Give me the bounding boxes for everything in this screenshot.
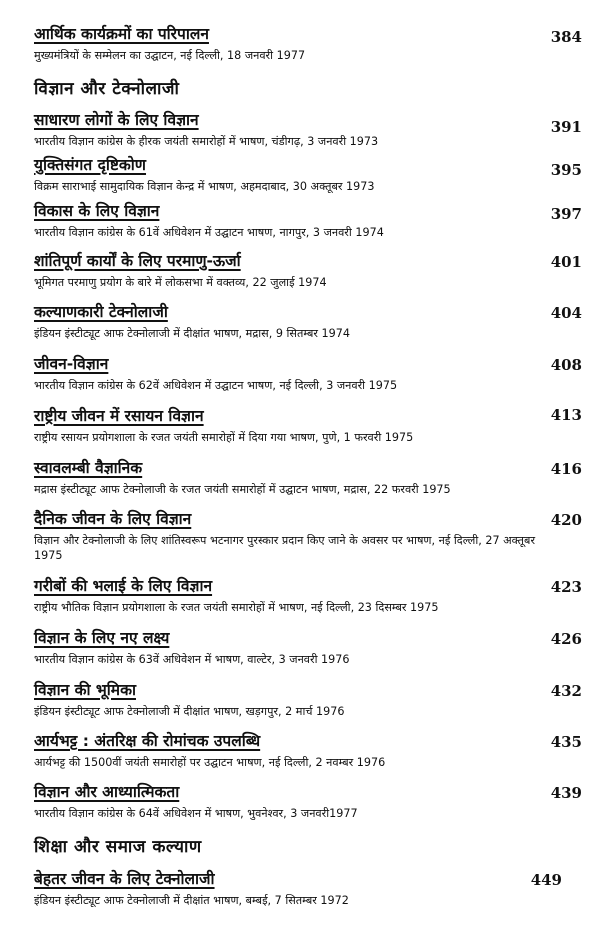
entry-description: विक्रम साराभाई सामुदायिक विज्ञान केन्द्र में भाषण, अहमदाबाद, 30 अक्तूबर 1973 <box>34 180 375 193</box>
entry-description: मद्रास इंस्टीट्यूट आफ टेक्नोलाजी के रजत जयंती समारोहों में उद्घाटन भाषण, मद्रास, 22 फरवरी 1975 <box>34 483 451 496</box>
toc-entry <box>34 24 582 63</box>
entry-title: विकास के लिए विज्ञान <box>34 202 160 220</box>
entry-description: इंडियन इंस्टीट्यूट आफ टेक्नोलाजी में दीक्षांत भाषण, बम्बई, 7 सितम्बर 1972 <box>34 894 349 907</box>
entry-description: भारतीय विज्ञान कांग्रेस के 62वें अधिवेशन में उद्घाटन भाषण, नई दिल्ली, 3 जनवरी 1975 <box>34 379 398 392</box>
entry-description: भारतीय विज्ञान कांग्रेस के 63वें अधिवेशन में भाषण, वाल्टेर, 3 जनवरी 1976 <box>34 653 350 666</box>
page-number: 408 <box>550 356 582 374</box>
entry-description: मुख्यमंत्रियों के सम्मेलन का उद्घाटन, नई दिल्ली, 18 जनवरी 1977 <box>34 49 306 62</box>
entry-description: आर्यभट्ट की 1500वीं जयंती समारोहों पर उद्घाटन भाषण, नई दिल्ली, 2 नवम्बर 1976 <box>34 756 386 769</box>
entry-title: साधारण लोगों के लिए विज्ञान <box>34 111 199 129</box>
entry-title: कल्याणकारी टेक्नोलाजी <box>34 303 168 321</box>
page-number: 404 <box>550 304 582 322</box>
entry-title: शांतिपूर्ण कार्यों के लिए परमाणु-ऊर्जा <box>34 252 241 270</box>
entry-title: राष्ट्रीय जीवन में रसायन विज्ञान <box>34 407 204 425</box>
entry-description: इंडियन इंस्टीट्यूट आफ टेक्नोलाजी में दीक्षांत भाषण, मद्रास, 9 सितम्बर 1974 <box>34 327 350 340</box>
page-number: 395 <box>550 161 582 179</box>
entry-title: आर्यभट्ट : अंतरिक्ष की रोमांचक उपलब्धि <box>34 732 261 750</box>
toc-entry <box>34 869 582 908</box>
page-number: 401 <box>550 253 582 271</box>
page-number: 432 <box>550 682 582 700</box>
page-number: 423 <box>550 578 582 596</box>
toc-entry <box>34 576 582 615</box>
toc-entry <box>34 782 582 821</box>
entry-description: भारतीय विज्ञान कांग्रेस के हीरक जयंती समारोहों में भाषण, चंडीगढ़, 3 जनवरी 1973 <box>34 135 379 148</box>
entry-description: भारतीय विज्ञान कांग्रेस के 61वें अधिवेशन में उद्घाटन भाषण, नागपुर, 3 जनवरी 1974 <box>34 226 384 239</box>
toc-entry <box>34 201 582 240</box>
toc-entry <box>34 302 582 341</box>
entry-title: बेहतर जीवन के लिए टेक्नोलाजी <box>34 870 215 888</box>
toc-entry <box>34 731 582 770</box>
entry-title: गरीबों की भलाई के लिए विज्ञान <box>34 577 213 595</box>
entry-description: भूमिगत परमाणु प्रयोग के बारे में लोकसभा में वक्तव्य, 22 जुलाई 1974 <box>34 276 327 289</box>
entry-description: राष्ट्रीय रसायन प्रयोगशाला के रजत जयंती समारोहों में दिया गया भाषण, पुणे, 1 फरवरी 1975 <box>34 431 414 444</box>
toc-entry <box>34 110 582 149</box>
page-number: 420 <box>550 511 582 529</box>
entry-title: विज्ञान के लिए नए लक्ष्य <box>34 629 170 647</box>
entry-title: विज्ञान और आध्यात्मिकता <box>34 783 180 801</box>
toc-entry <box>34 458 582 497</box>
entry-description: विज्ञान और टेक्नोलाजी के लिए शांतिस्वरूप भटनागर पुरस्कार प्रदान किए जाने के अवसर पर भाषण, नई दिल्ली, 27 अक्तूबर 1975 <box>34 534 536 562</box>
entry-title: जीवन-विज्ञान <box>34 355 109 373</box>
toc-entry <box>34 628 582 667</box>
page-number: 449 <box>530 871 562 889</box>
page-number: 397 <box>550 205 582 223</box>
section-heading: विज्ञान और टेक्नोलाजी <box>34 79 180 99</box>
entry-title: विज्ञान की भूमिका <box>34 681 136 699</box>
toc-entry <box>34 509 582 563</box>
entry-description: इंडियन इंस्टीट्यूट आफ टेक्नोलाजी में दीक्षांत भाषण, खड़गपुर, 2 मार्च 1976 <box>34 705 345 718</box>
entry-title: स्वावलम्बी वैज्ञानिक <box>34 459 143 477</box>
page-number: 439 <box>550 784 582 802</box>
toc-entry <box>34 155 582 194</box>
entry-title: आर्थिक कार्यक्रमों का परिपालन <box>34 25 209 43</box>
page-number: 426 <box>550 630 582 648</box>
toc-entry <box>34 680 582 719</box>
page-number: 391 <box>550 118 582 136</box>
page-number: 384 <box>550 28 582 46</box>
toc-entry <box>34 406 582 445</box>
page-number: 416 <box>550 460 582 478</box>
entry-description: राष्ट्रीय भौतिक विज्ञान प्रयोगशाला के रजत जयंती समारोहों में भाषण, नई दिल्ली, 23 दिसम्बर 1975 <box>34 601 439 614</box>
toc-entry <box>34 251 582 290</box>
entry-description: भारतीय विज्ञान कांग्रेस के 64वें अधिवेशन में भाषण, भुवनेश्वर, 3 जनवरी1977 <box>34 807 358 820</box>
entry-title: युक्तिसंगत दृष्टिकोण <box>34 156 147 174</box>
page-number: 435 <box>550 733 582 751</box>
page-number: 413 <box>550 406 582 424</box>
toc-entry <box>34 354 582 393</box>
section-heading: शिक्षा और समाज कल्याण <box>34 837 202 857</box>
entry-title: दैनिक जीवन के लिए विज्ञान <box>34 510 192 528</box>
